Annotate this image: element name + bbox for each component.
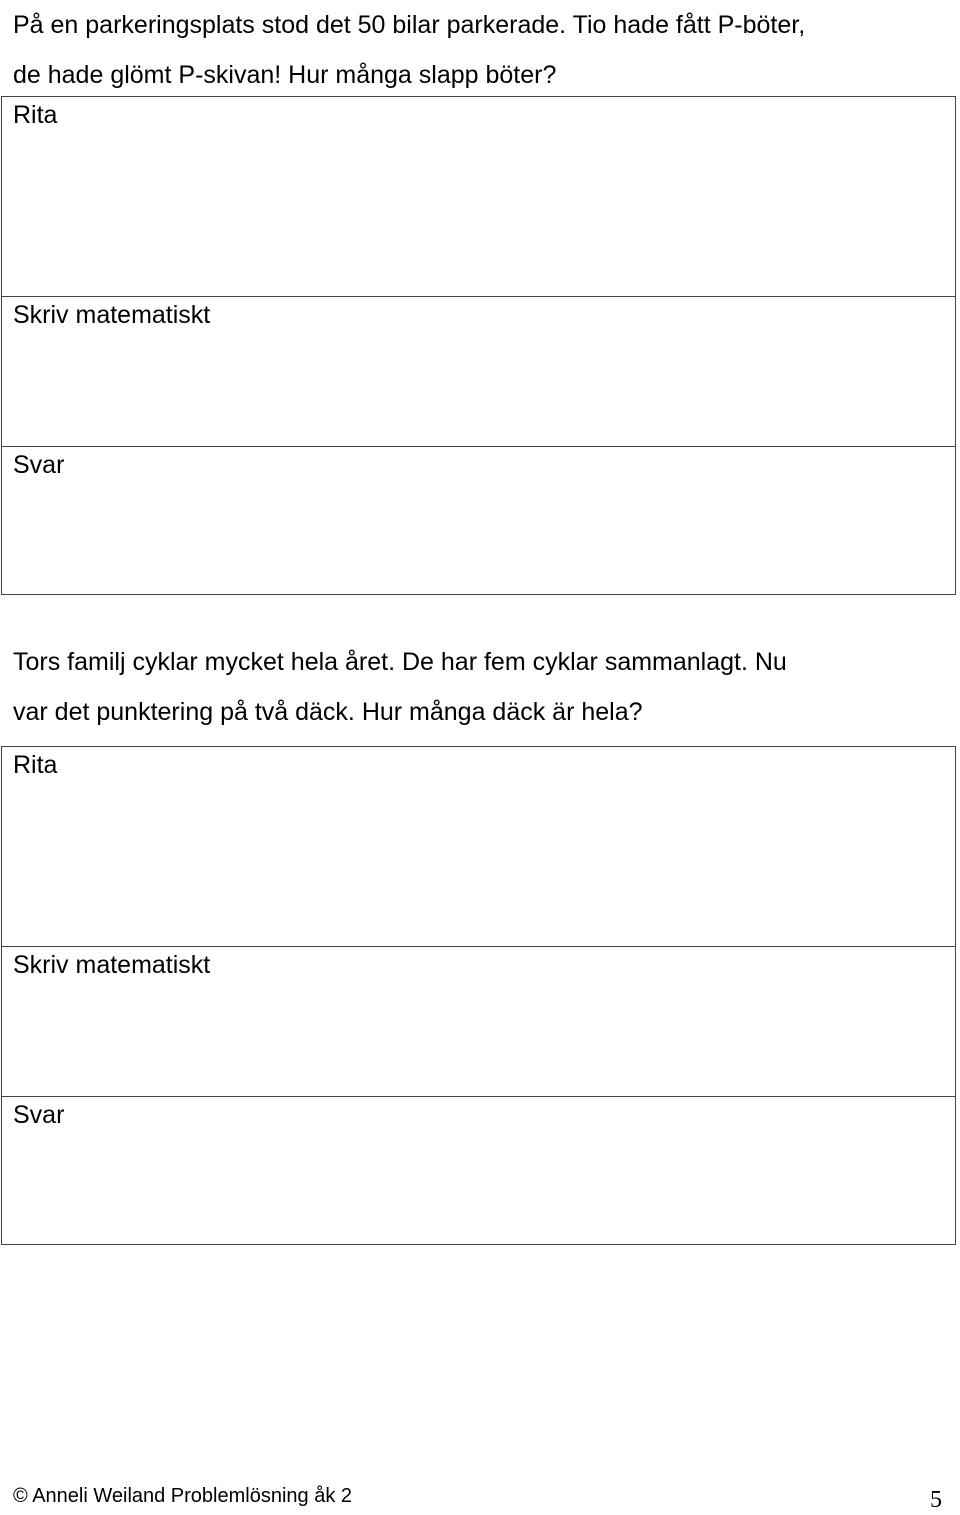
task2-question: [13, 637, 953, 737]
task1-question: [13, 0, 953, 100]
task2-answer-grid: [1, 746, 956, 1245]
task2-question-line: Tors familj cyklar mycket hela året. De har fem cyklar sammanlagt. Nu: [13, 648, 787, 676]
footer-text: Anneli Weiland Problemlösning åk 2: [32, 1485, 353, 1507]
footer-credit: [13, 1483, 352, 1509]
task1-answer-label: Svar: [13, 451, 65, 479]
task1-answer-grid: [1, 96, 956, 595]
task1-answer-box[interactable]: [2, 447, 955, 594]
task1-question-line: de hade glömt P-skivan! Hur många slapp böter?: [13, 61, 557, 89]
task1-math-box[interactable]: [2, 297, 955, 447]
task2-question-line: var det punktering på två däck. Hur många däck är hela?: [13, 698, 643, 726]
task2-draw-label: Rita: [13, 751, 58, 779]
task1-question-line: På en parkeringsplats stod det 50 bilar parkerade. Tio hade fått P-böter,: [13, 11, 806, 39]
copyright-icon: ©: [13, 1485, 28, 1507]
task1-draw-label: Rita: [13, 101, 58, 129]
page-number: 5: [930, 1487, 942, 1513]
task2-answer-label: Svar: [13, 1101, 65, 1129]
task1-draw-box[interactable]: [2, 97, 955, 297]
task2-answer-box[interactable]: [2, 1097, 955, 1244]
task2-math-label: Skriv matematiskt: [13, 951, 211, 979]
task2-draw-box[interactable]: [2, 747, 955, 947]
task1-math-label: Skriv matematiskt: [13, 301, 211, 329]
task2-math-box[interactable]: [2, 947, 955, 1097]
